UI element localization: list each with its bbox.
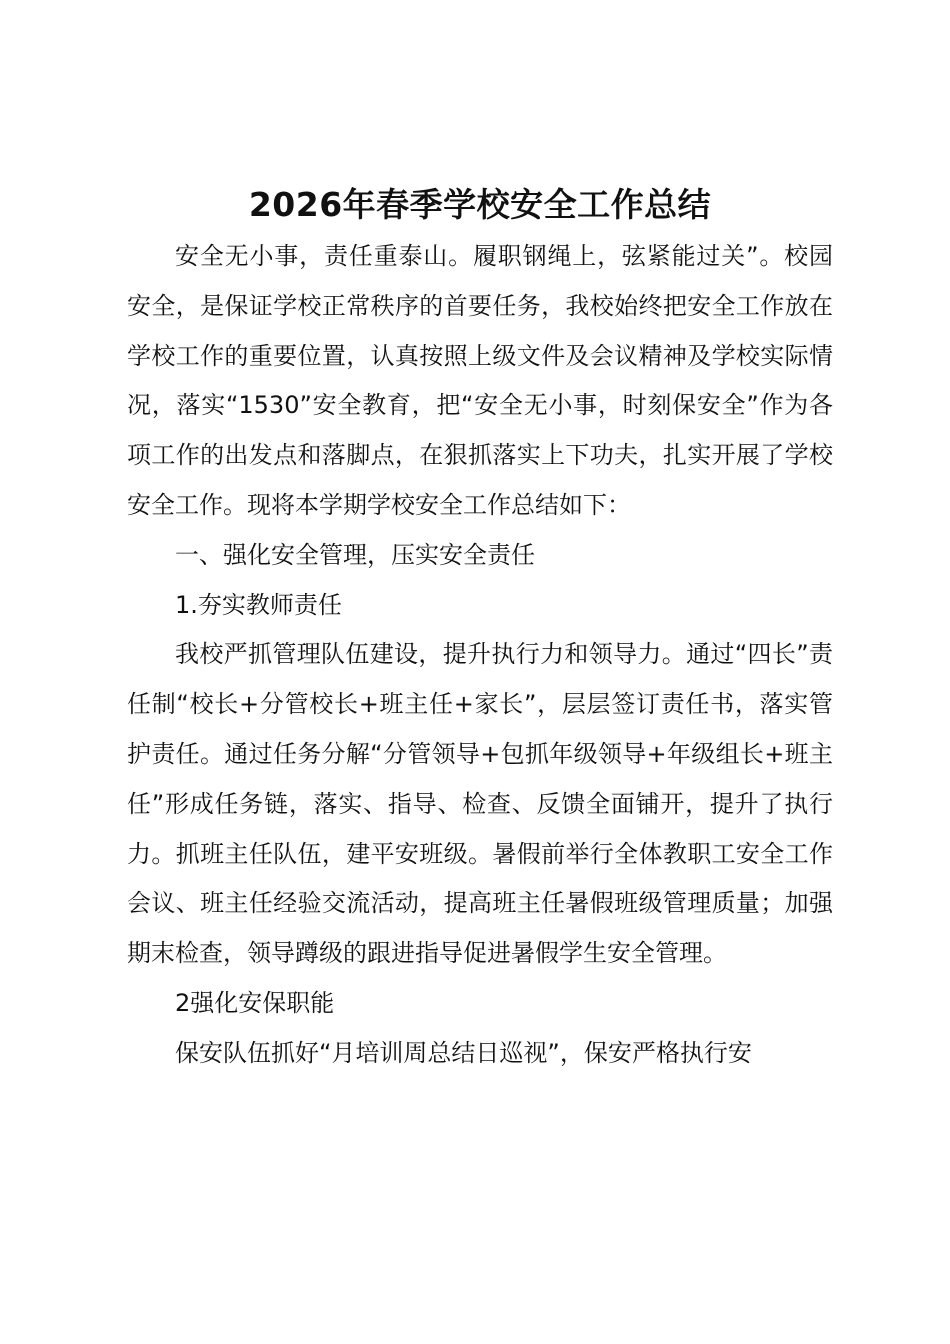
subsection-heading-1: 1.夯实教师责任 <box>175 590 342 619</box>
section-heading-1: 一、强化安全管理，压实安全责任 <box>175 540 535 569</box>
subsection-heading-2: 2强化安保职能 <box>175 988 335 1017</box>
document-title: 2026年春季学校安全工作总结 <box>248 185 712 224</box>
subsection-paragraph-2: 保安队伍抓好“月培训周总结日巡视”，保安严格执行安 <box>175 1038 752 1067</box>
intro-paragraph: 安全无小事，责任重泰山。履职钢绳上，弦紧能过关”。校园安全，是保证学校正常秩序的首要任务，我校始终把安全工作放在学校工作的重要位置，认真按照上级文件及会议精神及学校实际情况，落实“1530”安全教育，把“安全无小事，时刻保安全”作为各项工作的出发点和落脚点，在狠抓落实上下功夫，扎实开展了学校安全工作。现将本学期学校安全工作总结如下： <box>127 242 833 519</box>
subsection-paragraph-1: 我校严抓管理队伍建设，提升执行力和领导力。通过“四长”责任制“校长+分管校长+班主任+家长”，层层签订责任书，落实管护责任。通过任务分解“分管领导+包抓年级领导+年级组长+班主任”形成任务链，落实、指导、检查、反馈全面铺开，提升了执行力。抓班主任队伍，建平安班级。暑假前举行全体教职工安全工作会议、班主任经验交流活动，提高班主任暑假班级管理质量；加强期末检查，领导蹲级的跟进指导促进暑假学生安全管理。 <box>127 640 833 968</box>
document-page <box>127 180 833 1079</box>
